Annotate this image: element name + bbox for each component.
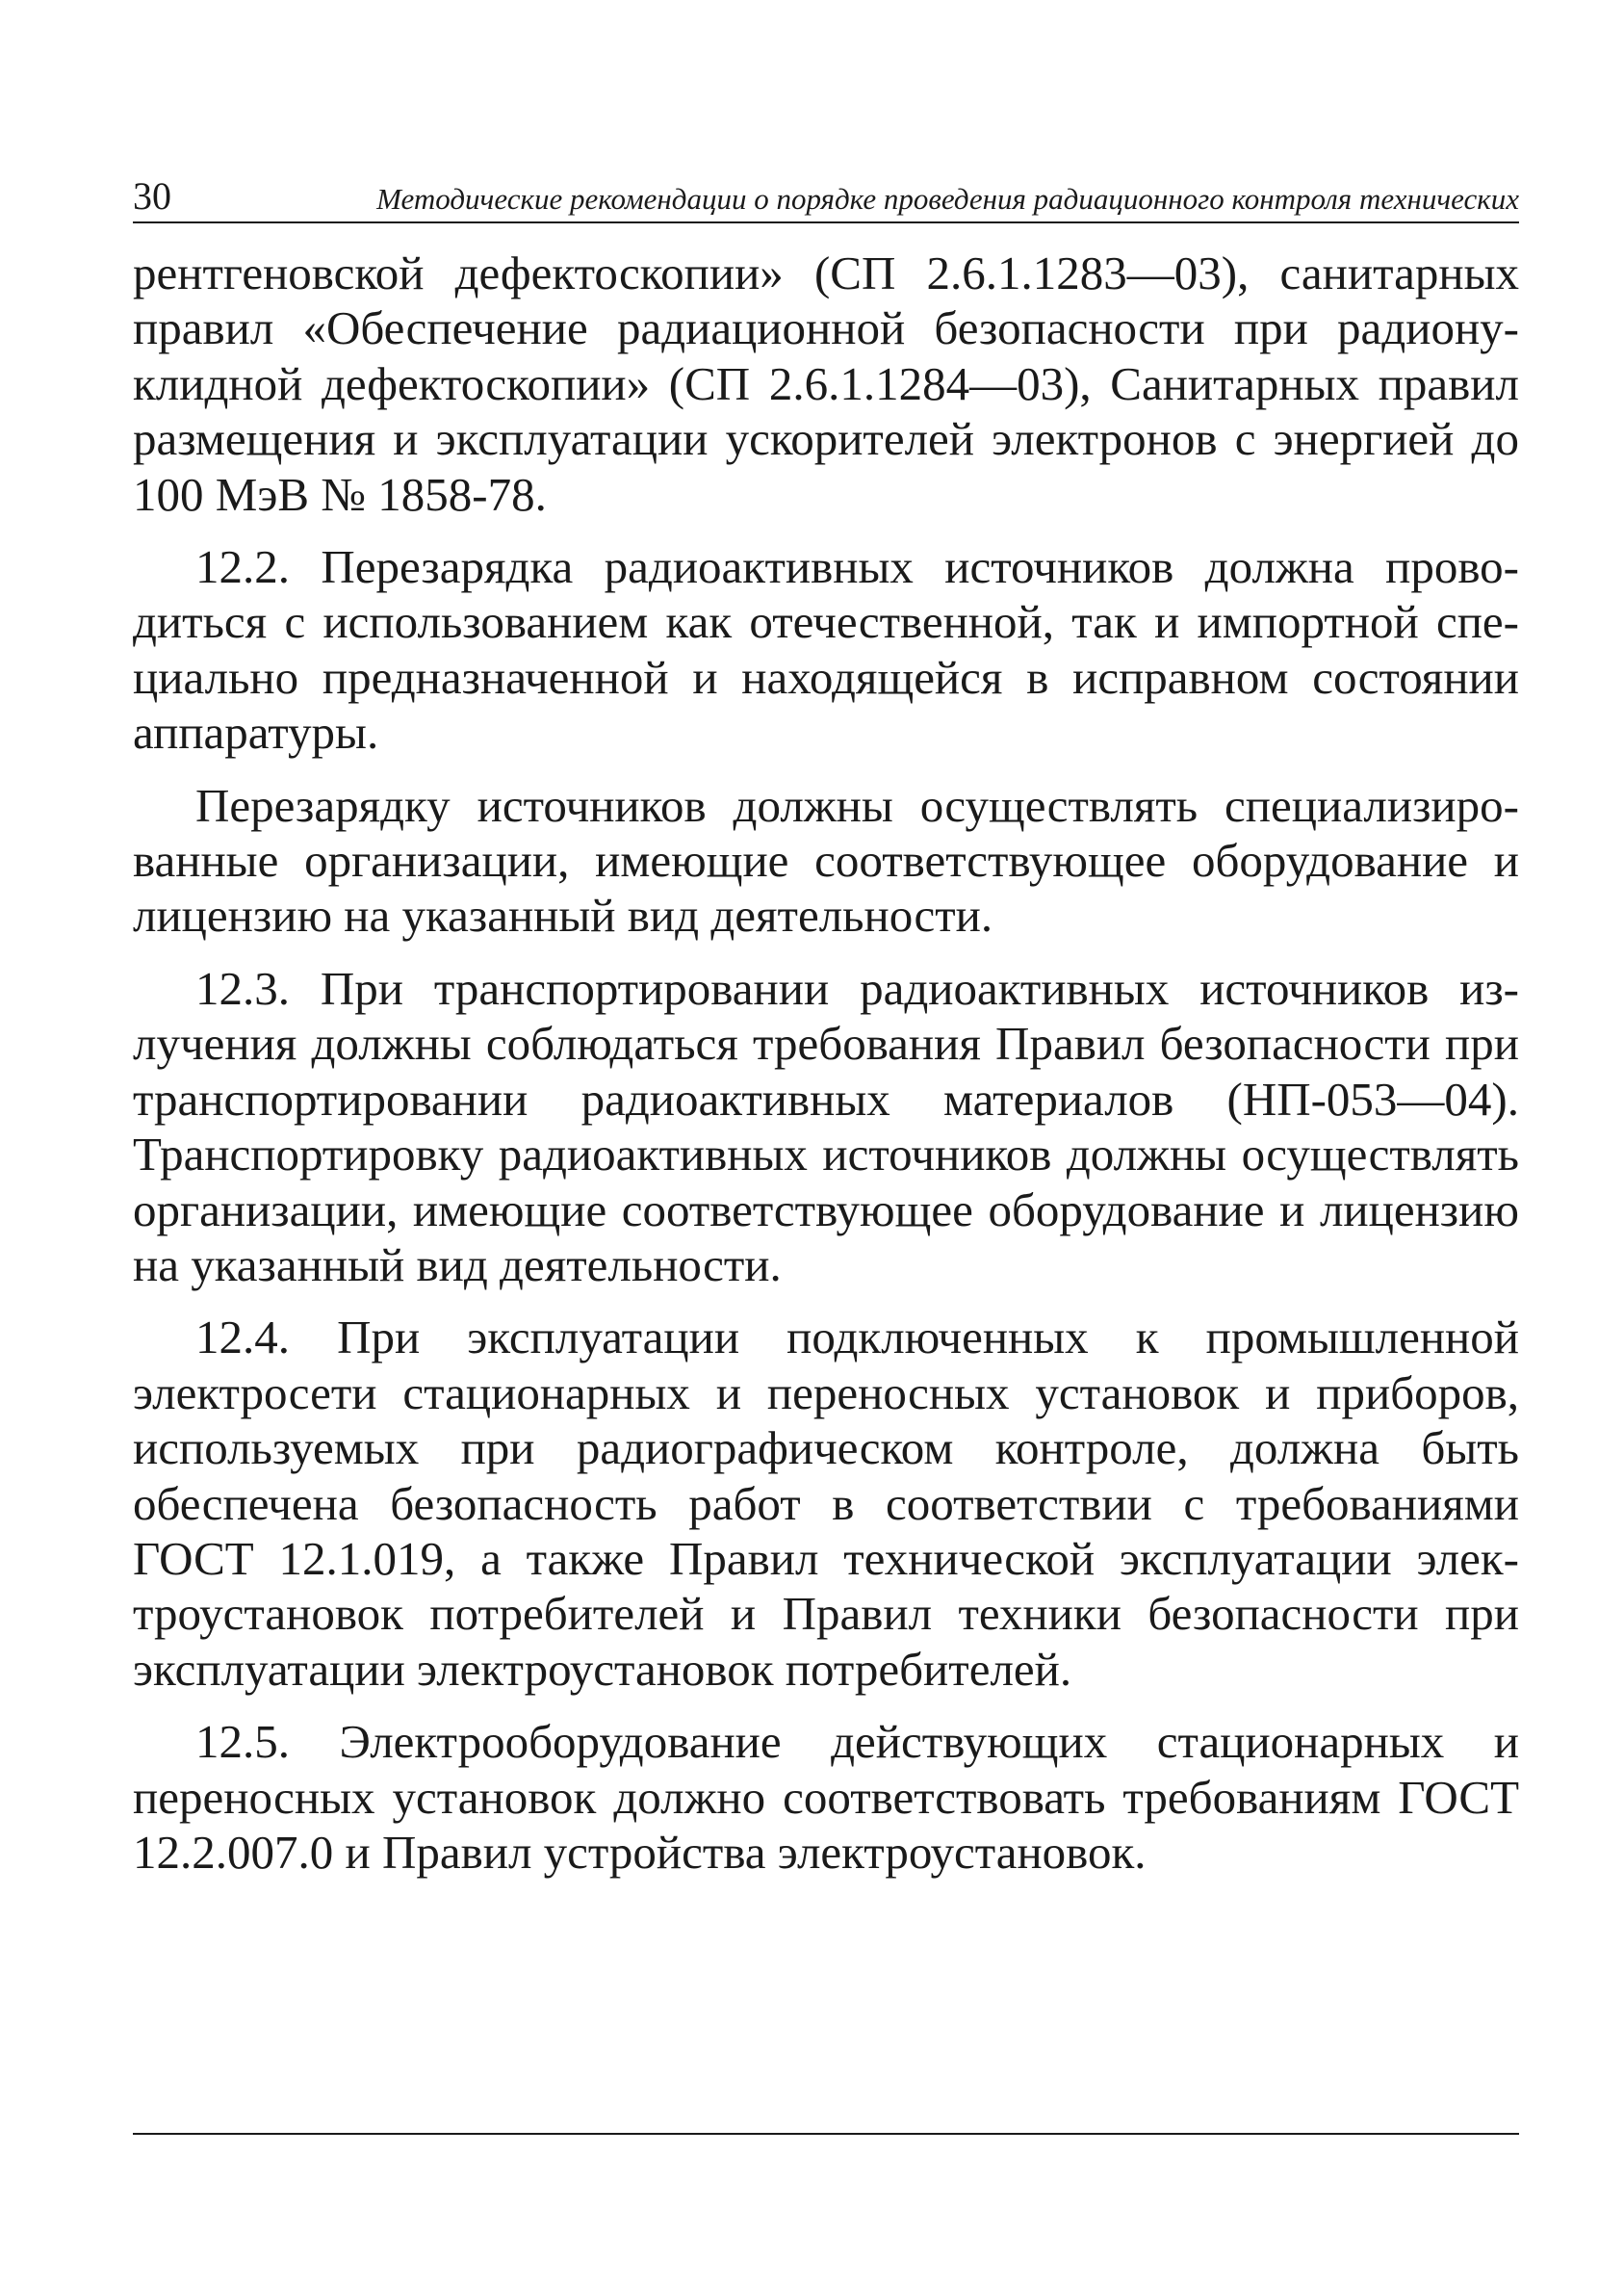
running-title: Методические рекомендации о порядке проведения радиационного контроля технических [376,182,1519,216]
body-text [133,246,1519,1880]
page-header [133,171,1519,223]
paragraph-12-3: 12.3. При транспортировании радиоактивных источников излучения должны соблюдаться требования Правил безопасности при транспортировании радиоактивных материалов (НП-053—04). Транспортировку радиоактивных источников должны осуществлять организации, имеющие соответствующее оборудование и лицензию на указанный вид деятельности. [133,961,1519,1291]
paragraph-12-4: 12.4. При эксплуатации подключенных к промышленной электросети стационарных и переносных установок и приборов, используемых при радиографическом контроле, должна быть обеспечена безопасность работ в соответствии с требованиями ГОСТ 12.1.019, а также Правил технической эксплуатации электроустановок потребителей и Правил техники безопасности при эксплуатации электроустановок потребителей. [133,1311,1519,1696]
footer-rule [133,2133,1519,2135]
paragraph-continuation: рентгеновской дефектоскопии» (СП 2.6.1.1283—03), санитарных правил «Обеспечение радиационной безопасности при радионуклидной дефектоскопии» (СП 2.6.1.1284—03), Санитарных правил размещения и эксплуатации ускорителей электронов с энергией до 100 МэВ № 1858-78. [133,247,1519,521]
page-number: 30 [133,174,171,218]
paragraph-12-5: 12.5. Электрооборудование действующих стационарных и переносных установок должно соответствовать требованиям ГОСТ 12.2.007.0 и Правил устройства электроустановок. [133,1715,1519,1879]
paragraph-12-2: 12.2. Перезарядка радиоактивных источников должна проводиться с использованием как отечественной, так и импортной специально предназначенной и находящейся в исправном состоянии аппаратуры. [133,540,1519,760]
paragraph-recharging-organizations: Перезарядку источников должны осуществлять специализированные организации, имеющие соответствующее оборудование и лицензию на указанный вид деятельности. [133,778,1519,943]
